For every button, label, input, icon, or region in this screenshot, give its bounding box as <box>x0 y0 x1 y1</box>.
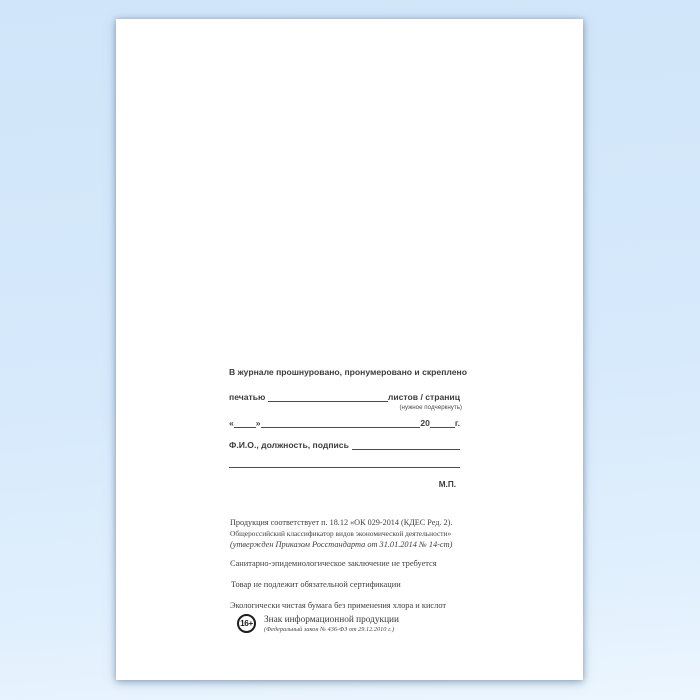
blank-line-full <box>229 457 460 468</box>
blank-line <box>430 427 455 428</box>
year-prefix: 20 <box>420 418 430 428</box>
info-product-law-note: (Федеральный закон № 436-ФЗ от 29.12.2010 г.) <box>264 625 395 633</box>
signature-label: Ф.И.О., должность, подпись <box>229 440 349 450</box>
blank-line <box>352 449 460 450</box>
binding-statement: В журнале прошнуровано, пронумеровано и скреплено <box>229 367 467 377</box>
compliance-line-1: Продукция соответствует п. 18.12 «ОК 029-2014 (КДЕС Ред. 2). <box>230 518 453 527</box>
compliance-line-2: Общероссийский классификатор видов экономической деятельности» <box>230 529 452 538</box>
stamp-label: печатью <box>229 392 266 402</box>
sanitary-statement: Санитарно-эпидемиологическое заключение не требуется <box>230 559 437 568</box>
year-suffix: г. <box>454 418 460 428</box>
date-quote-close: » <box>255 418 261 428</box>
eco-paper-statement: Экологически чистая бумага без применения хлора и кислот <box>230 601 447 610</box>
blank-line <box>261 427 421 428</box>
stamp-place-mark: М.П. <box>438 480 456 489</box>
age-rating-text <box>264 615 399 633</box>
sheets-pages-label: листов / страниц <box>387 392 460 402</box>
blank-line <box>234 427 256 428</box>
no-certification-statement: Товар не подлежит обязательной сертификации <box>231 580 401 589</box>
underline-note: (нужное подчеркнуть) <box>399 404 462 411</box>
stamp-line-row <box>229 392 460 403</box>
compliance-line-3: (утвержден Приказом Росстандарта от 31.01.2014 № 14-ст) <box>230 540 453 549</box>
age-rating-block <box>237 614 399 633</box>
date-quote-open: « <box>229 418 234 428</box>
document-page <box>116 19 583 680</box>
date-line-row <box>229 418 460 429</box>
info-product-title: Знак информационной продукции <box>264 614 399 625</box>
age-rating-16plus-icon: 16+ <box>237 614 256 633</box>
signature-line-row <box>229 440 460 451</box>
blank-line <box>268 401 388 402</box>
